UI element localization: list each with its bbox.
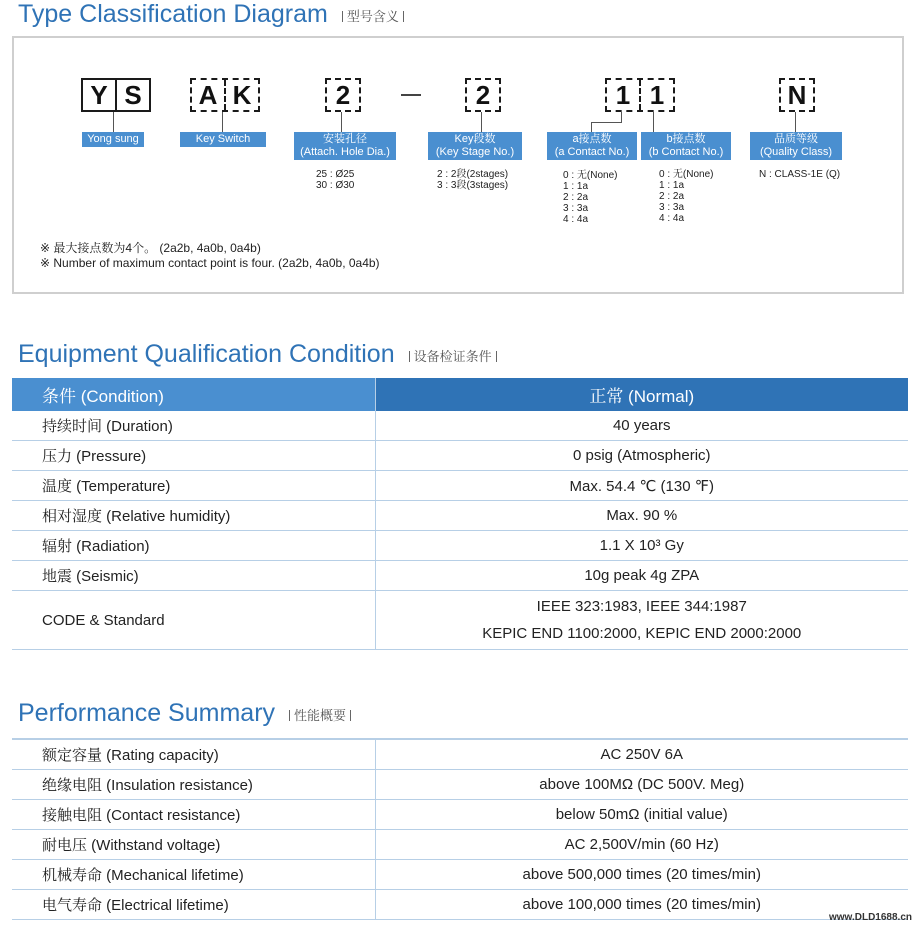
- row-label: 地震 (Seismic): [12, 561, 375, 591]
- row-value: AC 250V 6A: [375, 739, 908, 770]
- connector-line: [591, 122, 592, 132]
- table-row: [12, 411, 908, 441]
- row-value: Max. 54.4 ℃ (130 ℉): [375, 471, 908, 501]
- connector-line: [113, 112, 114, 132]
- row-label: CODE & Standard: [12, 591, 375, 650]
- label-a-contact: a接点数 (a Contact No.): [547, 132, 637, 160]
- code-char: A: [198, 79, 218, 110]
- connector-line: [653, 112, 654, 132]
- row-value: 10g peak 4g ZPA: [375, 561, 908, 591]
- table-row: [12, 890, 908, 920]
- type-section-title: Type Classification Diagram 型号含义: [18, 0, 408, 29]
- row-value: above 100,000 times (20 times/min): [375, 890, 908, 920]
- row-label: 绝缘电阻 (Insulation resistance): [12, 770, 375, 800]
- watermark: www.DLD1688.cn: [829, 912, 912, 923]
- code-char: S: [115, 80, 149, 110]
- code-char: K: [224, 80, 258, 110]
- row-value: 0 psig (Atmospheric): [375, 441, 908, 471]
- code-separator: [401, 94, 421, 96]
- label-key-switch: Key Switch: [180, 132, 266, 147]
- label-yong-sung: Yong sung: [82, 132, 144, 147]
- code-box-quality: [779, 78, 815, 112]
- code-box-ys: [81, 78, 151, 112]
- performance-table: [12, 738, 908, 920]
- row-label: 接触电阻 (Contact resistance): [12, 800, 375, 830]
- performance-section-subtitle: 性能概要: [285, 708, 355, 723]
- label-b-contact: b接点数 (b Contact No.): [641, 132, 731, 160]
- code-char: 2: [475, 79, 491, 110]
- equipment-section-subtitle: 设备检证条件: [405, 349, 501, 364]
- table-row: [12, 770, 908, 800]
- connector-line: [795, 112, 796, 132]
- performance-section-title: Performance Summary 性能概要: [18, 699, 355, 728]
- code-char: 1: [639, 80, 673, 110]
- row-value: below 50mΩ (initial value): [375, 800, 908, 830]
- note-max-contacts-cn: ※ 最大接点数为4个。 (2a2b, 4a0b, 0a4b): [40, 241, 261, 255]
- label-quality-class: 品质等级 (Quality Class): [750, 132, 842, 160]
- connector-line: [341, 112, 342, 132]
- row-label: 温度 (Temperature): [12, 471, 375, 501]
- equipment-table: [12, 378, 908, 650]
- table-row: [12, 591, 908, 650]
- code-box-keystage: [465, 78, 501, 112]
- row-value: AC 2,500V/min (60 Hz): [375, 830, 908, 860]
- row-label: 耐电压 (Withstand voltage): [12, 830, 375, 860]
- values-attach: 25 : Ø25 30 : Ø30: [316, 169, 355, 191]
- note-max-contacts-en: ※ Number of maximum contact point is four. (2a2b, 4a0b, 0a4b): [40, 256, 380, 270]
- connector-line: [222, 112, 223, 132]
- row-label: 机械寿命 (Mechanical lifetime): [12, 860, 375, 890]
- header-normal: 正常 (Normal): [375, 378, 908, 411]
- row-label: 额定容量 (Rating capacity): [12, 739, 375, 770]
- equipment-section-title: Equipment Qualification Condition 设备检证条件: [18, 340, 501, 369]
- row-value: above 500,000 times (20 times/min): [375, 860, 908, 890]
- table-row: [12, 830, 908, 860]
- code-char: N: [787, 79, 807, 110]
- values-b-contact: 0 : 无(None) 1 : 1a 2 : 2a 3 : 3a 4 : 4a: [659, 169, 714, 224]
- table-row: [12, 561, 908, 591]
- row-label: 相对湿度 (Relative humidity): [12, 501, 375, 531]
- type-section-subtitle: 型号含义: [338, 9, 408, 24]
- table-row: [12, 441, 908, 471]
- code-char: 1: [615, 79, 631, 110]
- connector-line: [591, 122, 622, 123]
- table-row: [12, 471, 908, 501]
- table-row: [12, 739, 908, 770]
- code-box-attach: [325, 78, 361, 112]
- label-attach-hole: 安装孔径 (Attach. Hole Dia.): [294, 132, 396, 160]
- values-quality: N : CLASS-1E (Q): [759, 169, 841, 180]
- values-key-stage: 2 : 2段(2stages) 3 : 3段(3stages): [437, 169, 509, 191]
- connector-line: [621, 112, 622, 122]
- code-box-ak: [190, 78, 260, 112]
- row-label: 持续时间 (Duration): [12, 411, 375, 441]
- row-value: 40 years: [375, 411, 908, 441]
- code-box-contacts: [605, 78, 675, 112]
- code-standard-line: IEEE 323:1983, IEEE 344:1987: [536, 598, 747, 615]
- code-char: Y: [90, 79, 108, 110]
- table-row: [12, 860, 908, 890]
- code-standard-line: KEPIC END 1100:2000, KEPIC END 2000:2000: [482, 625, 802, 642]
- row-label: 压力 (Pressure): [12, 441, 375, 471]
- row-value: 1.1 X 10³ Gy: [375, 531, 908, 561]
- code-char: 2: [335, 79, 351, 110]
- label-key-stage: Key段数 (Key Stage No.): [428, 132, 522, 160]
- row-value: above 100MΩ (DC 500V. Meg): [375, 770, 908, 800]
- row-label: 辐射 (Radiation): [12, 531, 375, 561]
- table-row: [12, 501, 908, 531]
- row-label: 电气寿命 (Electrical lifetime): [12, 890, 375, 920]
- values-a-contact: 0 : 无(None) 1 : 1a 2 : 2a 3 : 3a 4 : 4a: [563, 170, 618, 225]
- row-value: [375, 591, 908, 650]
- row-value: Max. 90 %: [375, 501, 908, 531]
- header-condition: 条件 (Condition): [12, 378, 375, 411]
- table-header-row: [12, 378, 908, 411]
- connector-line: [481, 112, 482, 132]
- table-row: [12, 531, 908, 561]
- table-row: [12, 800, 908, 830]
